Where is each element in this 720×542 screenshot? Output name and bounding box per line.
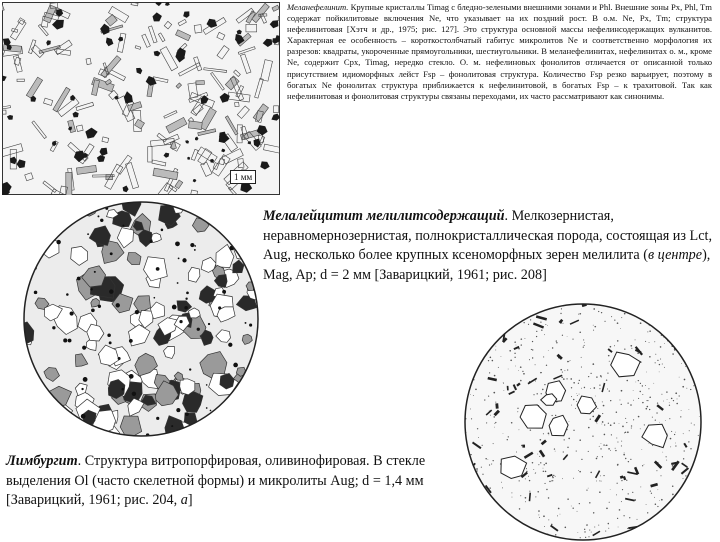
limburgite-micrograph xyxy=(463,302,703,540)
limburgite-heading: Лимбургит xyxy=(6,453,78,469)
scale-bar-label: 1 мм xyxy=(230,170,256,184)
limburgite-description: Лимбургит. Структура витропорфировая, оливинофировая. В стекле выделения Ol (часто скелетной формы) и микролиты Aug; d = 1,4 мм [Заварицкий, 1961; рис. 204, а] xyxy=(6,452,456,511)
melanephelinite-micrograph xyxy=(2,2,280,195)
melanephelinite-description xyxy=(287,2,712,102)
melanephelinite-body: Крупные кристаллы Timag с бледно-зелеными внешними зонами и Phl. Внешние зоны Px, Phl, Tm содержат пойкилитовые включения Ne, что указывает на их поздний рост. В о.м. Ne, Px, Tm; структура нефелинитовая [Хэтч и др., 1975; рис. 127]. Это структура основной массы нефелинсодержащих вулканитов. Характерная ее особенность – короткостолбчатый габитус микролитов Ne и соответственно морфология их разрезов: квадраты, укороченные прямоугольники, шестиугольники. В меланефелинитах, нефелинитах о. м., кроме Ne, содержит Cpx, Timag, нередко стекло. О. м. нефелиновых фонолитов отличается от описанной только присутствием идиоморфных лейст Fsp – фонолитовая структура. Количество Fsp резко варьирует, поэтому в богатых Ne фонолитах структура приближается к нефелинитовой, в богатых Fsp – к трахитовой. Так как нефелинитовая и фонолитовая структуры связаны переходами, их часто рассматривают как синонимы. xyxy=(287,2,712,101)
melaleucitite-micrograph xyxy=(22,200,260,438)
melanephelinite-heading: Меланефелинит. xyxy=(287,2,348,12)
melaleucitite-heading: Мелалейцитит мелилитсодержащий xyxy=(263,208,504,224)
melaleucitite-description: Мелалейцитит мелилитсодержащий. Мелкозернистая, неравномернозернистая, полнокристаллическая порода, состоящая из Lct, Aug, несколько более крупных ксеноморфных зерен мелилита (в центре), Mag, Ap; d = 2 мм [Заварицкий, 1961; рис. 208] xyxy=(263,207,713,285)
